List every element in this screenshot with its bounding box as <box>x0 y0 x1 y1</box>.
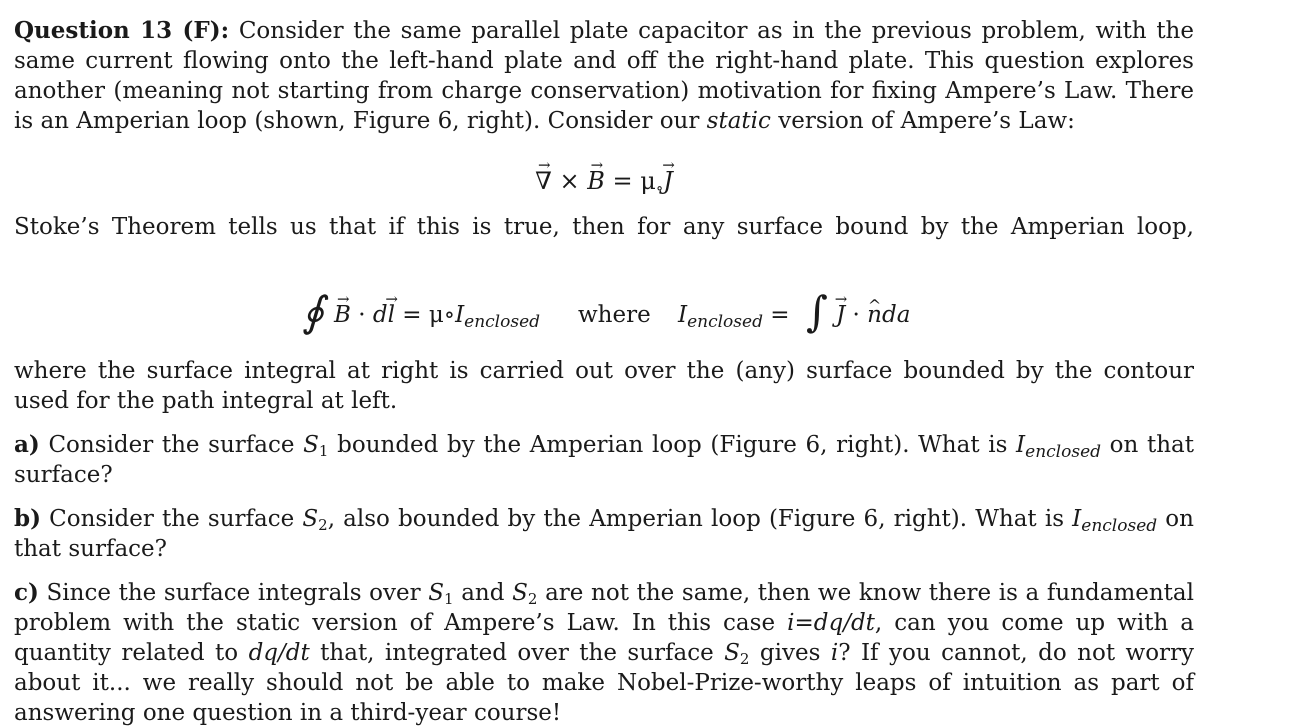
part-a <box>14 430 1194 490</box>
equals-sign: = <box>794 610 814 636</box>
part-a-text-3: on that surface? <box>14 432 1194 488</box>
surface-symbol: S <box>724 640 740 666</box>
part-c-text-6: ? If you cannot, do not worry about it... we really should not be able to make Nobel-Prize-worthy leaps of intuition as part of answering one question in a third-year course! <box>14 640 1195 726</box>
part-c-label: c) <box>14 579 39 606</box>
document-body <box>14 16 1194 728</box>
part-c-text-4: that, integrated over the surface <box>309 640 725 666</box>
enclosed-sub: enclosed <box>464 312 541 332</box>
equals-mu-naught: = μ∘ <box>394 302 456 328</box>
part-c-text: Since the surface integrals over <box>38 580 429 606</box>
part-c-text-2: are not the same, then we know there is a fundamental problem with the static version of Ampere’s Law. In this case <box>14 580 1194 636</box>
part-c-text-5: gives <box>749 640 831 666</box>
surface-integral-sign: ∫ <box>806 287 828 336</box>
surface-integral-note <box>14 356 1194 416</box>
surface-sub: 2 <box>527 590 538 608</box>
surface-sub: 1 <box>318 442 329 460</box>
part-b-text-2: , also bounded by the Amperian loop (Figure 6, right). What is <box>327 506 1073 532</box>
area-element: da <box>882 302 911 328</box>
j-vector: → J <box>836 300 845 330</box>
enclosed-sub: enclosed <box>687 312 763 332</box>
ampere-static-equation <box>14 166 1194 196</box>
question-label: Question 13 (F): <box>14 17 230 44</box>
part-b-text: Consider the surface <box>40 506 303 532</box>
loop-integral-sign: ∮ <box>302 287 324 336</box>
current-symbol: I <box>455 302 465 328</box>
current-i: i <box>787 610 795 636</box>
part-c <box>14 578 1194 728</box>
equals-sign: = <box>762 302 790 328</box>
dqdt: dq/dt <box>248 640 310 666</box>
surface-symbol: S <box>302 506 319 532</box>
current-i: i <box>830 640 839 666</box>
part-b <box>14 504 1194 564</box>
part-a-text: Consider the surface <box>39 432 304 458</box>
enclosed-sub: enclosed <box>1025 442 1102 462</box>
nabla-symbol: → ∇ <box>535 166 552 196</box>
cross-operator: × <box>551 167 588 195</box>
static-emphasis: static <box>706 108 771 134</box>
dl-d: d <box>372 302 388 328</box>
equals-mu: = μ <box>604 167 656 195</box>
surface-sub: 2 <box>739 650 750 668</box>
part-b-text-3: on that surface? <box>14 506 1194 562</box>
surface-integral-expression <box>836 300 910 330</box>
where-word: where <box>578 302 651 328</box>
b-vector: → B <box>334 300 351 330</box>
after-equation-text: where the surface integral at right is carried out over the (any) surface bounded by the contour used for the path integral at left. <box>14 358 1194 414</box>
question-intro <box>14 16 1194 136</box>
stokes-equation <box>14 282 1194 352</box>
current-symbol: I <box>1072 506 1082 532</box>
surface-sub: 2 <box>318 516 328 534</box>
j-vector: → J <box>663 166 673 196</box>
surface-symbol: S <box>428 580 445 606</box>
part-c-text-3: , can you come up with a quantity related to <box>14 610 1195 666</box>
part-a-text-2: bounded by the Amperian loop (Figure 6, right). What is <box>328 432 1017 458</box>
dqdt: dq/dt <box>813 610 875 636</box>
path-integral-expression <box>334 300 540 330</box>
and-word: and <box>453 580 513 606</box>
current-symbol: I <box>1016 432 1026 458</box>
surface-sub: 1 <box>444 590 454 608</box>
enclosed-current-definition <box>678 300 790 330</box>
dot-operator: · <box>845 302 868 328</box>
current-symbol: I <box>678 302 688 328</box>
part-a-label: a) <box>14 431 40 458</box>
dot-operator: · <box>350 302 373 328</box>
surface-symbol: S <box>512 580 528 606</box>
part-b-label: b) <box>14 505 41 532</box>
stokes-text: Stoke’s Theorem tells us that if this is true, then for any surface bound by the Amperian loop, <box>14 214 1194 240</box>
b-vector: → B <box>587 166 605 196</box>
dl-vector: → l <box>388 300 395 330</box>
mu-naught-sub: ∘ <box>655 179 664 197</box>
intro-text-end: version of Ampere’s Law: <box>770 108 1075 134</box>
normal-unit-vector: ^ n <box>867 300 882 330</box>
enclosed-sub: enclosed <box>1081 516 1158 536</box>
surface-symbol: S <box>303 432 319 458</box>
intro-text: Consider the same parallel plate capacitor as in the previous problem, with the same current flowing onto the left-hand plate and off the right-hand plate. This question explores another (meaning not starting from charge conservation) motivation for fixing Ampere’s Law. There is an Amperian loop (shown, Figure 6, right). Consider our <box>14 18 1194 134</box>
stokes-sentence <box>14 212 1194 272</box>
